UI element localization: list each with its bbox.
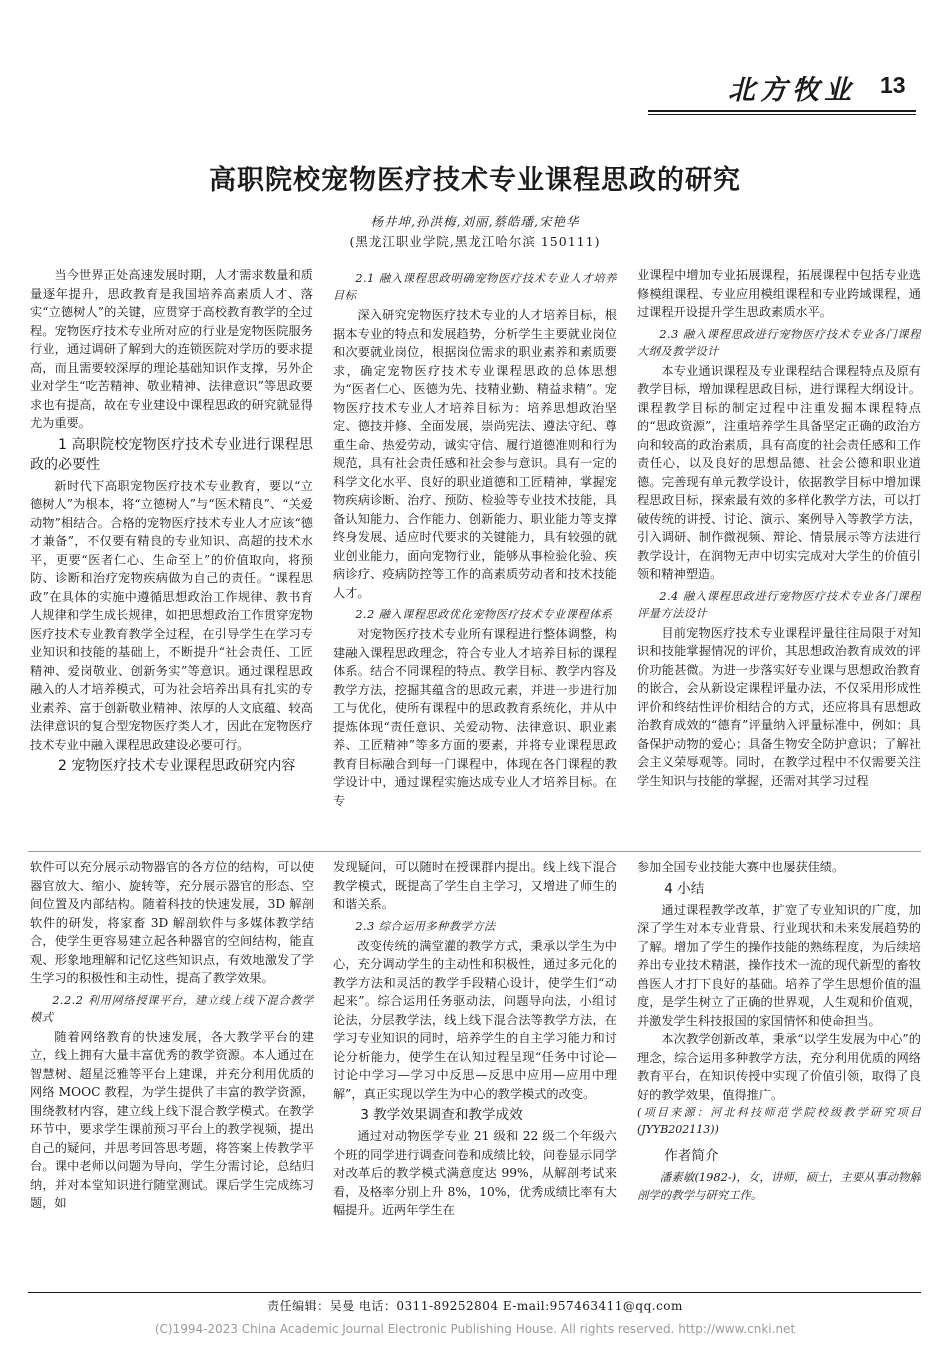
article-title: 高职院校宠物医疗技术专业课程思政的研究 (209, 165, 741, 196)
footer-rule (28, 1292, 921, 1293)
paragraph: 发现疑问，可以随时在授课群内提出。线上线下混合教学模式，既提高了学生自主学习，又增进了师生的和谐关系。 (333, 860, 617, 911)
author-bio: 潘素敏(1982-)，女，讲师，硕士，主要从事动物解剖学的教学与研究工作。 (637, 1170, 921, 1202)
bottom-column-1 (30, 858, 314, 1288)
paragraph: 改变传统的满堂灌的教学方式，秉承以学生为中心，充分调动学生的主动性和积极性，通过多元化的教学方法和灵活的教学手段精心设计，使学生们“动起来”。综合运用任务驱动法，问题导向法，小组讨论法，分层教学法，线上线下混合法等教学方法，在学习专业知识的同时，培养学生的自主学习能力和讨论分析能力，使学生在认知过程呈现“任务中讨论—讨论中学习—学习中反思—反思中应用—应用中理解”，真正实现以学生为中心的教学模式的改变。 (333, 938, 617, 1101)
subsection-heading-2-2: 2.2 融入课程思政优化宠物医疗技术专业课程体系 (355, 608, 613, 621)
top-column-3 (637, 266, 921, 848)
section-heading-2: 2 宠物医疗技术专业课程思政研究内容 (58, 758, 296, 774)
bottom-column-2 (333, 858, 617, 1288)
paragraph: 当今世界正处高速发展时期，人才需求数量和质量逐年提升，思政教育是我国培养高素质人才、落实“立德树人”的关键，应贯穿于高校教育教学的全过程。宠物医疗技术专业所对应的行业是宠物医院服务行业，通过调研了解到大的连锁医院对学历的要求提高，而且需要较深厚的理论基础知识作支撑，另外企业对学生“吃苦精神、敬业精神、法律意识”等思政要求也有提高，故在专业建设中课程思政的研究就显得尤为重要。 (30, 268, 313, 430)
top-column-1 (30, 266, 313, 848)
bottom-column-3 (637, 858, 921, 1288)
article-affiliation: (黑龙江职业学院,黑龙江哈尔滨 150111) (349, 234, 601, 249)
subsection-heading-2-3b: 2.3 综合运用多种教学方法 (355, 919, 496, 933)
article-authors: 杨井坤,孙洪梅,刘丽,蔡皓璠,宋艳华 (370, 214, 580, 229)
subsection-heading-2-3: 2.3 融入课程思政进行宠物医疗技术专业各门课程大纲及教学设计 (637, 327, 921, 358)
paragraph: 软件可以充分展示动物器官的各方位的结构，可以使器官放大、缩小、旋转等，充分展示器官的形态、空间位置及内部结构。随着科技的快速发展，3D 解剖软件的研发，将家畜 3D 解剖软件与多媒体教学结合，使学生更容易建立起各种器官的空间结构，能直观、形象地理解和记忆这些知识点，有效地激发了学生学习的积极性和主动性，提高了教学效果。 (30, 860, 314, 985)
top-column-2 (333, 266, 617, 848)
bio-heading: 作者简介 (664, 1148, 719, 1164)
paragraph: 深入研究宠物医疗技术专业的人才培养目标，根据本专业的特点和发展趋势，分析学生主要就业岗位和次要就业岗位，根据岗位需求的职业素养和素质要求，确定宠物医疗技术专业课程思政的总体思想为“医者仁心、医德为先、技精业勤、精益求精”。宠物医疗技术专业人才培养目标为：培养思想政治坚定、德技并修、全面发展，崇尚宪法、遵法守纪、尊重生命、热爱劳动，诚实守信、履行道德准则和行为规范，具有社会责任感和社会参与意识。具有一定的科学文化水平、良好的职业道德和工匠精神，掌握宠物疾病诊断、治疗、预防、检验等专业技术技能，具备认知能力、合作能力、创新能力、职业能力等支撑终身发展、适应时代要求的关键能力，具有较强的就业创业能力，面向宠物行业，能够从事检验化验、疾病诊疗、疫病防控等工作的高素质劳动者和技术技能人才。 (333, 308, 617, 600)
section-divider (28, 851, 921, 852)
journal-name: 北方牧业 (728, 75, 856, 106)
paragraph: 目前宠物医疗技术专业课程评量往往局限于对知识和技能掌握情况的评价，其思想政治教育成效的评价功能甚微。为进一步落实好专业课与思想政治教育的嵌合，会从新设定课程评量办法，不仅采用形成性评价和终结性评价相结合的方式，还应将具有思想政治教育成效的“德育”评量纳入评量标准中，例如：具备保护动物的爱心；具备生物安全防护意识；了解社会主义荣辱观等。同时，在教学过程中不仅需要关注学生知识与技能的掌握，还需对其学习过程 (637, 625, 921, 788)
copyright-watermark: (C)1994-2023 China Academic Journal Electronic Publishing House. All rights reserved. http://www.cnki.net (154, 1322, 796, 1336)
paragraph: 通过对动物医学专业 21 级和 22 级二个年级六个班的同学进行调查问卷和成绩比较，问卷显示同学对改革后的教学模式满意度达 99%，从解剖考试来看，及格率分别上升 8%，10%，优秀成绩比率有大幅提升。近两年学生在 (333, 1129, 617, 1217)
section-heading-4: 4 小结 (664, 880, 705, 897)
header-rule (648, 110, 916, 112)
paragraph: 参加全国专业技能大赛中也屡获佳绩。 (637, 860, 845, 874)
paragraph: 本次教学创新改革，秉承“以学生发展为中心”的理念，综合运用多种教学方法，充分利用优质的网络教育平台，在知识传授中实现了价值引领，取得了良好的教学效果，值得推广。 (637, 1032, 921, 1102)
subsection-heading-2-4: 2.4 融入课程思政进行宠物医疗技术专业各门课程评量方法设计 (637, 589, 921, 620)
paragraph: 业课程中增加专业拓展课程，拓展课程中包括专业选修模组课程、专业应用模组课程和专业跨域课程，通过课程开设提升学生思政素质水平。 (637, 268, 921, 319)
section-heading-3: 3 教学效果调查和教学成效 (360, 1107, 523, 1123)
subsection-heading-2-1: 2.1 融入课程思政明确宠物医疗技术专业人才培养目标 (333, 272, 617, 302)
paragraph: 新时代下高职宠物医疗技术专业教育，要以“立德树人”为根本，将“立德树人”与“医术精良”、“关爱动物”相结合。合格的宠物医疗技术专业人才应该“德才兼备”，不仅要有精良的专业知识、高超的技术水平，更要“医者仁心、生命至上”的价值取向，将预防、诊断和治疗宠物疾病做为自己的责任。“课程思政”在具体的实施中遵循思想政治工作规律、教书育人规律和学生成长规律，如把思想政治工作贯穿宠物医疗技术专业教育教学全过程，在引导学生在学习专业知识和技能的基础上，不断提升“社会责任、工匠精神、爱岗敬业、创新务实”等意识。通过课程思政融入的人才培养模式，可为社会培养出具有扎实的专业素养、富于创新敬业精神、浓厚的人文底蕴、较高法律意识的复合型宠物医疗类人才，因此在宠物医疗技术专业中融入课程思政建设必要可行。 (30, 478, 313, 752)
subsection-heading-2-2-2: 2.2.2 利用网络授课平台，建立线上线下混合教学模式 (30, 993, 314, 1024)
paragraph: 本专业通识课程及专业课程结合课程特点及原有教学目标，增加课程思政目标，进行课程大纲设计。课程教学目标的制定过程中注重发掘本课程特点的“思政资源”，注重培养学生具备坚定正确的政治方向和较高的政治素质，具有高度的社会责任感和工作责任心，以及良好的思想品德、社会公德和职业道德。完善现有单元教学设计，依据教学目标中增加课程思政目标，探索最有效的多样化教学方法，可以打破传统的讲授、讨论、演示、案例导入等教学方法，引入调研、制作微视频、辩论、情景展示等方法进行教学设计，在润物无声中切实完成对大学生的价值引领和精神塑造。 (637, 363, 921, 581)
paragraph: 通过课程教学改革，扩宽了专业知识的广度，加深了学生对本专业背景、行业现状和未来发展趋势的了解。增加了学生的操作技能的熟练程度，为后续培养出专业技术精湛，操作技术一流的现代新型的畜牧兽医人才打下良好的基础。培养了学生思想价值的温度，是学生树立了正确的世界观，人生观和价值观，并激发学生科技报国的家国情怀和使命担当。 (637, 902, 921, 1028)
paragraph: 随着网络教育的快速发展，各大教学平台的建立，线上拥有大量丰富优秀的教学资源。本人通过在智慧树、超星泛雅等平台上建课，并充分利用优质的网络 MOOC 教程，为学生提供了丰富的教学资源，围绕教材内容，建立线上线下混合教学模式。在教学环节中，要求学生课前预习平台上的教学视频，提出自己的疑问，并思考回答思考题，将答案上传教学平台。课中老师以问题为导向，学生分需讨论，总结归纳，并对本堂知识进行随堂测试。课后学生完成练习题，如 (30, 1029, 314, 1210)
paragraph: 对宠物医疗技术专业所有课程进行整体调整，构建融入课程思政理念，符合专业人才培养目标的课程体系。结合不同课程的特点、教学目标、教学内容及教学方法，挖掘其蕴含的思政元素，并进一步进行加工与优化，使所有课程中的思政教育系统化，并从中提炼体现“责任意识、关爱动物、法律意识、职业素养、工匠精神”等多方面的要素，并将专业课程思政教育目标融合到每一门课程中，体现在各门课程的教学设计中，通过课程实施达成专业人才培养目标。在专 (333, 627, 617, 808)
section-heading-1: 1 高职院校宠物医疗技术专业进行课程思政的必要性 (30, 436, 313, 473)
project-source: (项目来源：河北科技师范学院校级教学研究项目(JYYB202113)) (637, 1106, 921, 1136)
header-rule-thin (648, 114, 916, 115)
page-number: 13 (880, 72, 906, 98)
editor-info: 责任编辑：吴曼 电话：0311-89252804 E-mail:957463411@qq.com (267, 1299, 683, 1313)
